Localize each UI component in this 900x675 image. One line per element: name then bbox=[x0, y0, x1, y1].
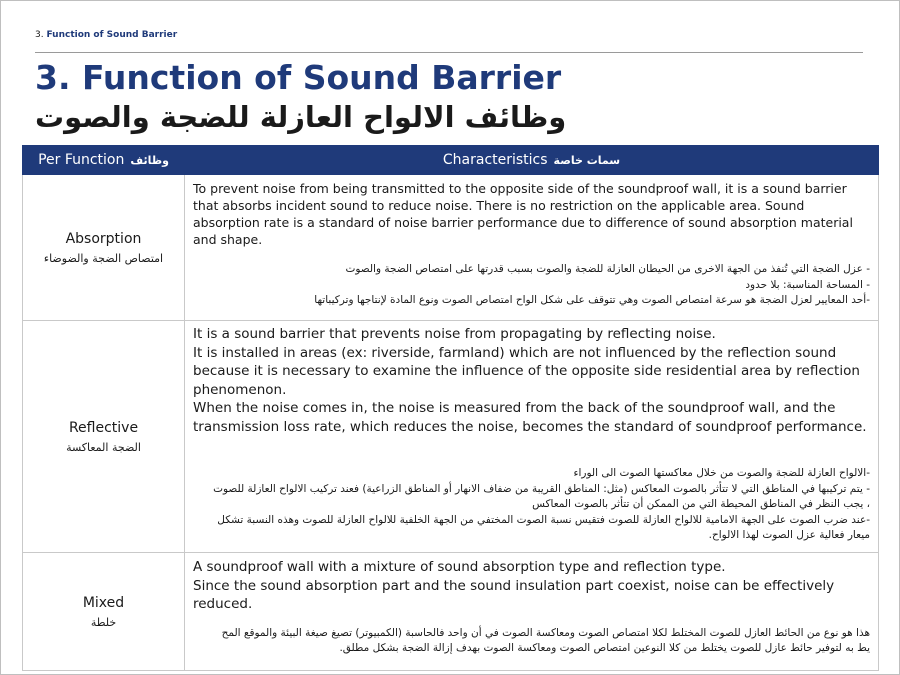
function-table bbox=[22, 145, 879, 671]
table-header-row bbox=[23, 146, 879, 175]
breadcrumb-text: Function of Sound Barrier bbox=[46, 30, 178, 40]
arabic-line: ، يجب النظر في المناطق المحيطة التي من الممكن أن تتأثر بالصوت المعاكس bbox=[532, 498, 870, 510]
english-description bbox=[185, 558, 878, 614]
breadcrumb bbox=[35, 30, 177, 40]
function-cell-reflective bbox=[23, 321, 185, 553]
function-cell-mixed bbox=[23, 553, 185, 671]
arabic-description bbox=[185, 626, 878, 657]
arabic-line: -عند ضرب الصوت على الجهة الامامية للالواح العازلة للصوت فتقيس نسبة الصوت المختفي من الجهة الخلفية للالواح العازلة للصوت وهذه النسبة تشكل bbox=[217, 513, 870, 526]
page-title: 3. Function of Sound Barrier bbox=[35, 58, 562, 97]
arabic-line: - المساحة المناسبة: بلا حدود bbox=[745, 278, 870, 291]
english-line: It is installed in areas (ex: riverside, farmland) which are not influenced by the reflection sound because it is necessary to examine the influence of the opposite side residential area by reflection phenomenon. bbox=[193, 344, 860, 398]
page-title-arabic: وظائف الالواح العازلة للضجة والصوت bbox=[35, 100, 567, 134]
breadcrumb-number: 3. bbox=[35, 30, 44, 40]
table-row bbox=[23, 321, 879, 553]
table-row bbox=[23, 553, 879, 671]
arabic-description bbox=[185, 262, 878, 309]
arabic-line: -الالواح العازلة للضجة والصوت من خلال معاكستها الصوت الى الوراء bbox=[573, 467, 870, 479]
header-characteristics-ar: سمات خاصة bbox=[553, 153, 621, 167]
arabic-description bbox=[185, 466, 878, 544]
english-description: To prevent noise from being transmitted to the opposite side of the soundproof wall, it is a sound barrier that absorbs incident sound to reduce noise. There is no restriction on the applicable area. Sound absorption rate is a standard of noise barrier performance due to difference of sound absorption material and shape. bbox=[193, 181, 853, 247]
arabic-line: - عزل الضجة التي تُنفذ من الجهة الاخرى من الحيطان العازلة للضجة والصوت بسبب قدرتها على امتصاص الضجة والصوت bbox=[345, 263, 870, 275]
english-description bbox=[185, 325, 878, 436]
arabic-line: هذا هو نوع من الحائط العازل للصوت المختلط لكلا امتصاص الصوت ومعاكسة الصوت في أن واحد فالحاسبة (الكمبيوتر) تصيغ صيغة البيئة والموقع المح bbox=[221, 626, 870, 639]
function-name: Mixed bbox=[82, 594, 125, 611]
english-line: It is a sound barrier that prevents noise from propagating by reflecting noise. bbox=[193, 326, 716, 342]
header-characteristics bbox=[185, 146, 879, 175]
arabic-line: -أحد المعايير لعزل الضجة هو سرعة امتصاص الصوت وهي تتوقف على شكل الواح امتصاص الصوت ونوع المادة لإنتاجها وتركيباتها bbox=[314, 294, 870, 306]
function-name: Absorption bbox=[65, 230, 142, 247]
function-name-arabic: امتصاص الضجة والضوضاء bbox=[43, 251, 164, 265]
function-name-arabic: الضجة المعاكسة bbox=[66, 440, 141, 454]
function-name-arabic: خلطة bbox=[90, 615, 117, 629]
characteristics-cell-reflective bbox=[185, 321, 879, 553]
function-cell-absorption bbox=[23, 175, 185, 321]
header-function-ar: وظائف bbox=[130, 153, 169, 167]
function-name: Reflective bbox=[68, 419, 139, 436]
arabic-line: - يتم تركيبها في المناطق التي لا تتأثر بالصوت المعاكس (مثل: المناطق القريبة من ضفاف الانهار أو المناطق الزراعية) فعند تركيب الالواح العازلة للصوت bbox=[213, 482, 870, 495]
header-divider bbox=[35, 52, 863, 53]
english-line: When the noise comes in, the noise is measured from the back of the soundproof wall, and the transmission loss rate, which reduces the noise, becomes the standard of soundproof performance. bbox=[193, 400, 867, 435]
characteristics-cell-absorption bbox=[185, 175, 879, 321]
characteristics-cell-mixed bbox=[185, 553, 879, 671]
arabic-line: ميعار فعالية عزل الصوت لهذا الالواح. bbox=[708, 529, 870, 541]
header-function-en: Per Function bbox=[38, 152, 125, 168]
table-row bbox=[23, 175, 879, 321]
english-line: A soundproof wall with a mixture of sound absorption type and reflection type. bbox=[193, 559, 726, 575]
header-characteristics-en: Characteristics bbox=[442, 152, 548, 168]
arabic-line: يط به لتوفير حائط عازل للصوت يختلط من كلا النوعين امتصاص الصوت ومعاكسة الصوت بهدف إزالة الضجة بشكل مطلق. bbox=[339, 642, 870, 654]
header-function bbox=[23, 146, 185, 175]
english-line: Since the sound absorption part and the sound insulation part coexist, noise can be effectively reduced. bbox=[193, 577, 835, 612]
